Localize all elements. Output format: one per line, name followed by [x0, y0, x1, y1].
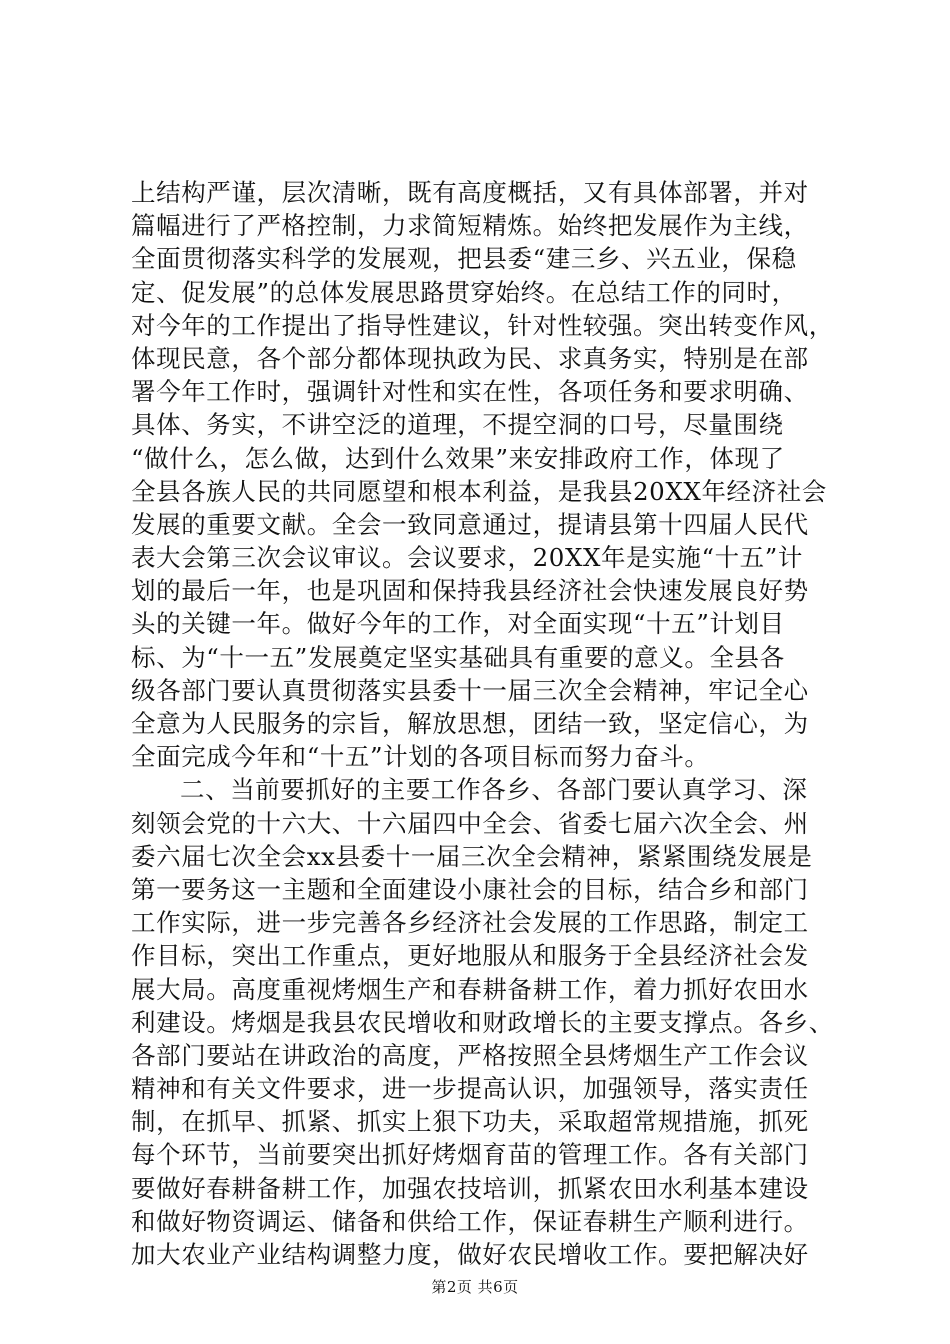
text-line: 利建设。烤烟是我县农民增收和财政增长的主要支撑点。各乡、: [131, 1007, 834, 1037]
text-line: 全意为人民服务的宗旨，解放思想，团结一致，坚定信心，为: [131, 709, 809, 738]
text-line: 制，在抓早、抓紧、抓实上狠下功夫，采取超常规措施，抓死: [131, 1107, 809, 1137]
text-line: 上结构严谨，层次清晰，既有高度概括，又有具体部署，并对: [131, 178, 809, 207]
page-number-footer: 第2页 共6页: [431, 1278, 519, 1296]
text-line: 具体、务实，不讲空泛的道理，不提空洞的口号，尽量围绕: [131, 410, 784, 440]
text-line: 全县各族人民的共同愿望和根本利益，是我县20XX年经济社会: [131, 476, 827, 506]
text-line: 划的最后一年，也是巩固和保持我县经济社会快速发展良好势: [131, 576, 809, 606]
text-line: 全面贯彻落实科学的发展观，把县委“建三乡、兴五业，保稳: [131, 244, 797, 274]
text-line: 第一要务这一主题和全面建设小康社会的目标，结合乡和部门: [131, 874, 809, 904]
text-line: 工作实际，进一步完善各乡经济社会发展的工作思路，制定工: [131, 908, 809, 938]
text-line: 篇幅进行了严格控制，力求简短精炼。始终把发展作为主线，: [131, 211, 809, 241]
body-text: [131, 176, 834, 1271]
text-line: 作目标，突出工作重点，更好地服从和服务于全县经济社会发: [131, 941, 809, 971]
text-line: 标、为“十一五”发展奠定坚实基础具有重要的意义。全县各: [131, 642, 785, 672]
text-line: 每个环节，当前要突出抓好烤烟育苗的管理工作。各有关部门: [131, 1140, 809, 1170]
text-line: 要做好春耕备耕工作，加强农技培训，抓紧农田水利基本建设: [131, 1173, 809, 1203]
text-line: “做什么，怎么做，达到什么效果”来安排政府工作，体现了: [131, 443, 785, 473]
text-line: 加大农业产业结构调整力度，做好农民增收工作。要把解决好: [131, 1240, 809, 1269]
text-line: 精神和有关文件要求，进一步提高认识，加强领导，落实责任: [131, 1074, 809, 1104]
text-line: 级各部门要认真贯彻落实县委十一届三次全会精神，牢记全心: [131, 675, 809, 705]
text-line: 对今年的工作提出了指导性建议，针对性较强。突出转变作风，: [131, 310, 834, 340]
text-line: 体现民意，各个部分都体现执政为民、求真务实，特别是在部: [131, 343, 809, 373]
text-line: 委六届七次全会xx县委十一届三次全会精神，紧紧围绕发展是: [131, 841, 813, 871]
text-line: 刻领会党的十六大、十六届四中全会、省委七届六次全会、州: [131, 808, 809, 838]
text-line: 展大局。高度重视烤烟生产和春耕备耕工作，着力抓好农田水: [131, 974, 809, 1004]
text-line: 全面完成今年和“十五”计划的各项目标而努力奋斗。: [131, 742, 710, 772]
paragraph-start-line: 二、当前要抓好的主要工作各乡、各部门要认真学习、深: [180, 775, 808, 805]
text-line: 表大会第三次会议审议。会议要求，20XX年是实施“十五”计: [131, 543, 804, 573]
text-line: 署今年工作时，强调针对性和实在性，各项任务和要求明确、: [131, 377, 809, 407]
text-line: 各部门要站在讲政治的高度，严格按照全县烤烟生产工作会议: [131, 1040, 809, 1070]
text-line: 头的关键一年。做好今年的工作，对全面实现“十五”计划目: [131, 609, 785, 639]
text-line: 和做好物资调运、储备和供给工作，保证春耕生产顺利进行。: [131, 1206, 809, 1236]
text-line: 发展的重要文献。全会一致同意通过，提请县第十四届人民代: [131, 509, 809, 539]
text-line: 定、促发展”的总体发展思路贯穿始终。在总结工作的同时，: [131, 277, 797, 307]
